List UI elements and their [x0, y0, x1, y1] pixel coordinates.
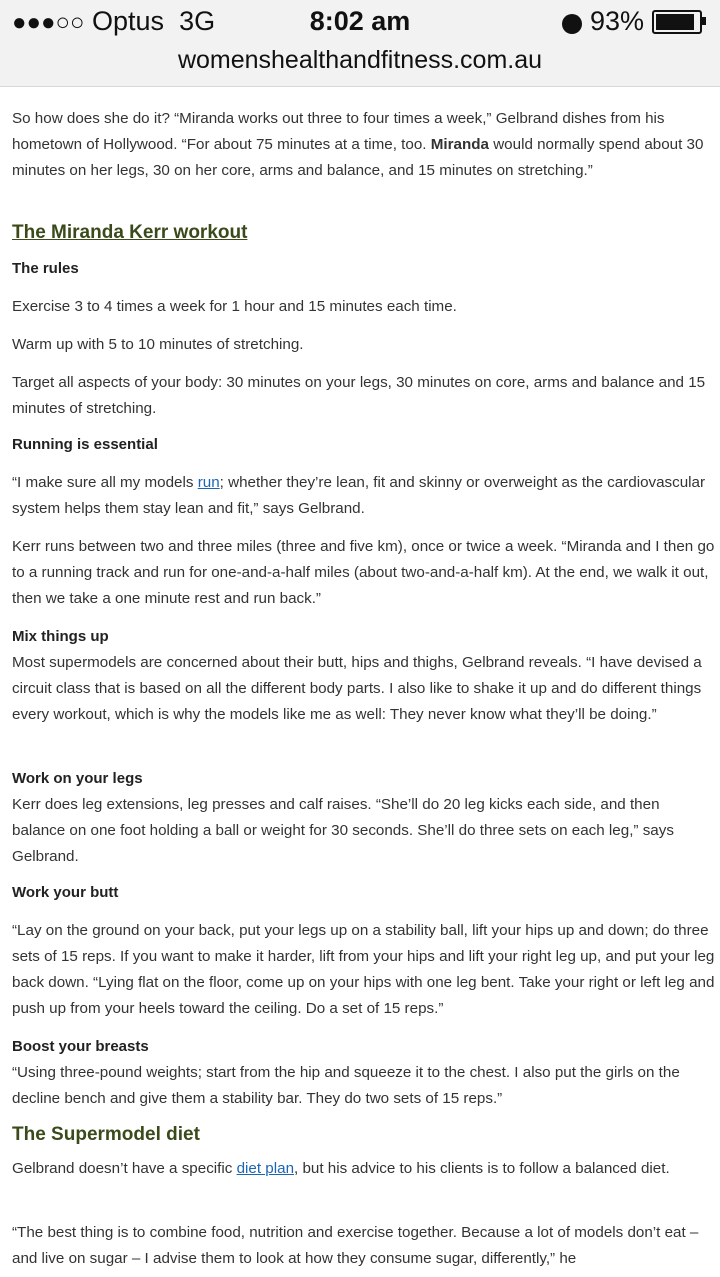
- mix-paragraph: Most supermodels are concerned about their butt, hips and thighs, Gelbrand reveals. “I have devised a circuit class that is based on all the different body parts. I also like to shake it up and do different things every workout, which is why the models like me as well: They never know what they’ll be doing.”: [12, 654, 702, 723]
- rule-1: Exercise 3 to 4 times a week for 1 hour and 15 minutes each time.: [12, 298, 457, 315]
- workout-heading: The Miranda Kerr workout: [12, 222, 248, 243]
- rules-heading: The rules: [12, 260, 79, 277]
- legs-heading: Work on your legs: [12, 770, 143, 787]
- intro-paragraph: So how does she do it? “Miranda works out three to four times a week,” Gelbrand dishes from his hometown of Hollywood. “For about 75 minutes at a time, too. Miranda would normally spend about 30 minutes on her legs, 30 on her core, arms and balance, and 15 minutes on stretching.”: [12, 110, 704, 179]
- status-bar: [0, 0, 720, 46]
- network-type: 3G: [179, 6, 216, 36]
- battery-percent: 93%: [589, 6, 644, 36]
- running-paragraph-2: Kerr runs between two and three miles (three and five km), once or twice a week. “Miranda and I then go to a running track and run for one-and-a-half miles (about two-and-a-half km). At the end, we walk it out, then we take a one minute rest and run back.”: [12, 538, 715, 607]
- running-heading: Running is essential: [12, 436, 158, 453]
- legs-paragraph: Kerr does leg extensions, leg presses and calf raises. “She’ll do 20 leg kicks each side, and then balance on one foot holding a ball or weight for 30 seconds. She’ll do three sets on each leg,” says Gelbrand.: [12, 796, 674, 865]
- url-bar[interactable]: [0, 46, 720, 87]
- rule-3: Target all aspects of your body: 30 minutes on your legs, 30 minutes on core, arms and balance and 15 minutes of stretching.: [12, 374, 706, 417]
- running-paragraph-1: “I make sure all my models run; whether they’re lean, fit and skinny or overweight as the cardiovascular system helps them stay lean and fit,” says Gelbrand.: [12, 474, 706, 517]
- battery-icon: [652, 10, 702, 34]
- diet-paragraph-1: Gelbrand doesn’t have a specific diet plan, but his advice to his clients is to follow a balanced diet.: [12, 1160, 670, 1177]
- signal-strength-icon: ●●●○○: [12, 9, 85, 36]
- breasts-paragraph: “Using three-pound weights; start from the hip and squeeze it to the chest. I also put the girls on the decline bench and give them a stability bar. They do two sets of 15 reps.”: [12, 1064, 680, 1107]
- rule-2: Warm up with 5 to 10 minutes of stretching.: [12, 336, 304, 353]
- status-time: 8:02 am: [309, 6, 411, 36]
- run-link[interactable]: run: [197, 474, 220, 491]
- diet-plan-link[interactable]: diet plan: [236, 1160, 295, 1177]
- status-right: [562, 6, 702, 37]
- mix-heading: Mix things up: [12, 628, 109, 645]
- carrier-name: Optus: [92, 6, 165, 36]
- breasts-heading: Boost your breasts: [12, 1038, 149, 1055]
- url-text: womenshealthandfitness.com.au: [177, 46, 543, 74]
- alarm-icon: [562, 14, 582, 34]
- diet-heading: The Supermodel diet: [12, 1124, 200, 1145]
- butt-paragraph: “Lay on the ground on your back, put your legs up on a stability ball, lift your hips up and down; do three sets of 15 reps. If you want to make it harder, lift from your hips and lift your right leg up, and put your leg back down. “Lying flat on the floor, come up on your hips with one leg bent. Take your right or left leg and push up from your heels toward the ceiling. Do a set of 15 reps.”: [12, 922, 715, 1017]
- butt-heading: Work your butt: [12, 884, 119, 901]
- diet-paragraph-2: “The best thing is to combine food, nutrition and exercise together. Because a lot of models don’t eat – and live on sugar – I advise them to look at how they consume sugar, differently,” he: [12, 1224, 699, 1267]
